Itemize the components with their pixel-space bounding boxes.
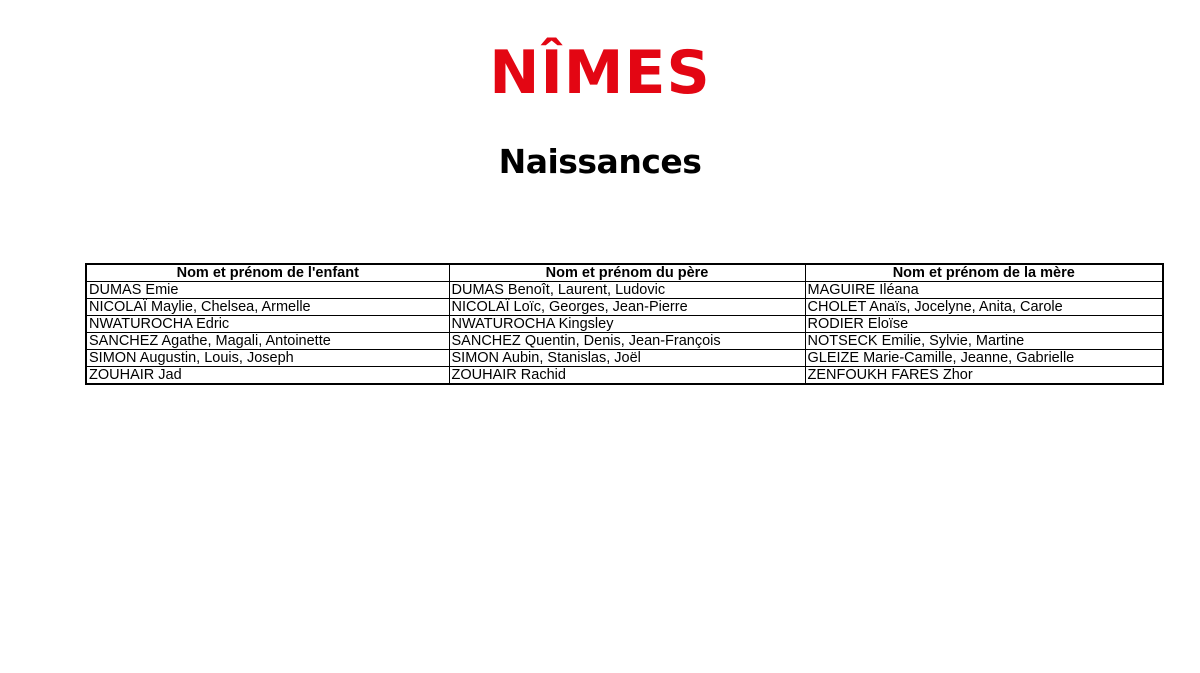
table-row (86, 333, 1163, 350)
page-title: Naissances (498, 142, 702, 181)
cell-child: SANCHEZ Agathe, Magali, Antoinette (86, 333, 449, 350)
table-row (86, 316, 1163, 333)
births-table (85, 263, 1164, 385)
cell-child: DUMAS Emie (86, 282, 449, 299)
cell-father: DUMAS Benoît, Laurent, Ludovic (449, 282, 805, 299)
cell-father: NICOLAÏ Loïc, Georges, Jean-Pierre (449, 299, 805, 316)
cell-child: ZOUHAIR Jad (86, 367, 449, 385)
cell-mother: NOTSECK Emilie, Sylvie, Martine (805, 333, 1163, 350)
cell-father: SIMON Aubin, Stanislas, Joël (449, 350, 805, 367)
column-header-mother: Nom et prénom de la mère (805, 264, 1163, 282)
column-header-child: Nom et prénom de l'enfant (86, 264, 449, 282)
cell-father: SANCHEZ Quentin, Denis, Jean-François (449, 333, 805, 350)
table-row (86, 282, 1163, 299)
table-header-row (86, 264, 1163, 282)
cell-mother: MAGUIRE Iléana (805, 282, 1163, 299)
cell-mother: CHOLET Anaïs, Jocelyne, Anita, Carole (805, 299, 1163, 316)
table-row (86, 367, 1163, 385)
column-header-father: Nom et prénom du père (449, 264, 805, 282)
cell-child: NICOLAÏ Maylie, Chelsea, Armelle (86, 299, 449, 316)
table-row (86, 299, 1163, 316)
cell-father: NWATUROCHA Kingsley (449, 316, 805, 333)
table-row (86, 350, 1163, 367)
city-logo: NÎMES (489, 38, 711, 108)
cell-father: ZOUHAIR Rachid (449, 367, 805, 385)
cell-mother: ZENFOUKH FARES Zhor (805, 367, 1163, 385)
cell-child: NWATUROCHA Edric (86, 316, 449, 333)
cell-mother: RODIER Eloïse (805, 316, 1163, 333)
cell-child: SIMON Augustin, Louis, Joseph (86, 350, 449, 367)
cell-mother: GLEIZE Marie-Camille, Jeanne, Gabrielle (805, 350, 1163, 367)
